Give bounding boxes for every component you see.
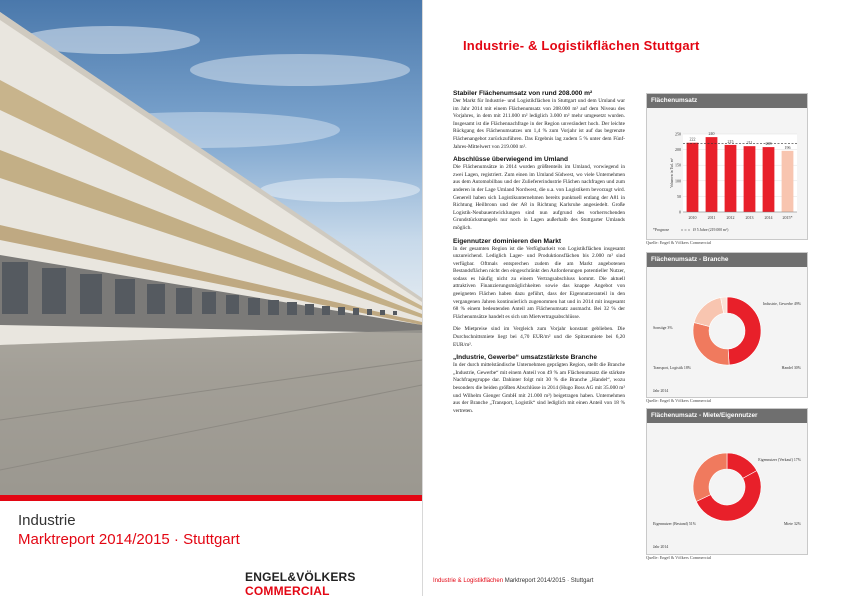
bar xyxy=(744,146,756,212)
box-header: Flächenumsatz xyxy=(647,94,807,108)
donut-slice xyxy=(693,323,729,365)
logo-text-part1: ENGEL&VÖLKERS xyxy=(245,570,356,584)
x-tick-label: 2010 xyxy=(688,215,697,220)
warehouse-photo xyxy=(0,0,422,495)
y-tick-label: 0 xyxy=(679,209,681,215)
section-heading: „Industrie, Gewerbe“ umsatzstärkste Branche xyxy=(453,354,598,362)
slice-label: Handel 30% xyxy=(781,366,801,370)
footer-report: Marktreport 2014/2015 · Stuttgart xyxy=(504,578,594,584)
chart-source: Quelle: Engel & Völkers Commercial xyxy=(646,555,712,560)
bar-value-label: 240 xyxy=(708,131,715,137)
page-title: Industrie- & Logistikflächen Stuttgart xyxy=(463,38,700,53)
chart-note: Jahr 2014 xyxy=(653,389,669,393)
plot-area xyxy=(683,134,797,212)
company-logo xyxy=(245,570,422,596)
red-divider xyxy=(0,495,422,501)
article-column xyxy=(453,90,625,420)
donut-slice xyxy=(727,297,761,365)
slice-label: Eigennutzer (Verkauf) 17% xyxy=(758,458,801,462)
warehouse-illustration xyxy=(0,0,422,495)
x-tick-label: 2011 xyxy=(707,215,716,220)
bar xyxy=(763,147,775,212)
section-text: Die Mietpreise sind im Vergleich zum Vorjahr konstant geblieben. Die Durchschnittsmiete liegt bei 4,70 EUR/m² und die Spitzenmiete bei 6,20 EUR/m². xyxy=(453,326,625,348)
bar-value-label: 208 xyxy=(765,141,772,147)
slice-label: Transport, Logistik 18% xyxy=(653,366,692,370)
section-text: Die Flächenumsätze in 2014 wurden größtenteils im Umland, vorwiegend in zwei Lagen, registriert. Zum einen im Umland Südwest, wo viele Unternehmen aus dem Automobilbau und der Zuliefererindustrie Flächen nachfragen und zum anderen in der Lage Umland Nordwest, die u.a. von Logistikern bevorzugt wird. Generell haben sich Logistikunternehmen bereits punktuell entlang der A81 in Richtung Heilbronn und der A8 in Richtung Karlsruhe angesiedelt. Große Logistik-Neubauentwicklungen sind nun aufgrund des vorherrschenden Grundstücksmangels nur noch in Lagen außerhalb des Stuttgarter Umlands möglich. xyxy=(453,164,625,231)
slice-label: Miete 32% xyxy=(783,522,801,526)
bar-value-label: 196 xyxy=(784,144,791,150)
section-text: Der Markt für Industrie- und Logistikflächen in Stuttgart und dem Umland war im Jahr 2014 mit einem Flächenumsatz von 208.000 m² auf dem Niveau des Vorjahres, in dem mit 211.000 m² lediglich 3.000 m² mehr umgesetzt wurden. Insgesamt ist die Flächennachfrage in der Region unverändert hoch. Der leichte Rückgang des Flächenumsatzes um 1,4 % zum Vorjahr ist auf das begrenzte Flächenangebot zurückzuführen. Das Ergebnis lag zudem 5 % unter dem Fünf-Jahres-Mittelwert von 219.000 m². xyxy=(453,98,625,150)
y-axis-label: Volumen in Tsd. m² xyxy=(670,158,674,188)
section-heading: Stabiler Flächenumsatz von rund 208.000 m² xyxy=(453,90,593,97)
box-header: Flächenumsatz - Miete/Eigennutzer xyxy=(647,409,807,423)
x-tick-label: 2012 xyxy=(726,215,735,220)
logo-text-part2: COMMERCIAL xyxy=(245,584,330,596)
bar xyxy=(782,151,794,212)
section-heading: Eigennutzer dominieren den Markt xyxy=(453,237,562,245)
chart-box-turnover xyxy=(646,93,808,240)
section-heading: Abschlüsse überwiegend im Umland xyxy=(453,156,569,164)
donut-chart-tenure xyxy=(647,423,807,556)
donut-slice xyxy=(694,298,724,327)
y-tick-label: 150 xyxy=(675,162,681,168)
bar-chart xyxy=(647,108,807,241)
chart-source: Quelle: Engel & Völkers Commercial xyxy=(646,398,712,403)
legend-average: Ø 5 Jahre (219.000 m²) xyxy=(693,228,729,232)
y-tick-label: 100 xyxy=(675,178,681,184)
box-header: Flächenumsatz - Branche xyxy=(647,253,807,267)
bar xyxy=(725,145,737,212)
chart-box-sector xyxy=(646,252,808,398)
chart-note: Jahr 2014 xyxy=(653,545,669,549)
x-tick-label: 2013 xyxy=(745,215,754,220)
donut-slice xyxy=(693,453,727,501)
section-text: In der gesamten Region ist die Verfügbarkeit von Logistikflächen insgesamt unzureichend. Lediglich Lager- und Produktionsflächen bis 2.000 m² sind verfügbar. Oftmals entsprechen zudem die am Markt angebotenen Bestandsflächen nicht den eingeschränkt den Anforderungen potentieller Nutzer, sodass es häufig nicht zu einem Vertragsabschluss kommt. Die aktuell attraktiven Finanzierungsmöglichkeiten sowie das knappe Angebot von geeigneten Flächen haben dazu geführt, dass der Eigennutzeranteil in den vergangenen Jahren kontinuierlich zugenommen hat und in 2014 mit insgesamt 68 % einem bedeutenden Anteil am Flächenumsatz ausmacht. Bei 32 % der Flächenumsätze handelt es sich um Mietvertragsabschlüsse. xyxy=(453,245,625,320)
chart-box-tenure xyxy=(646,408,808,555)
page-footer xyxy=(433,578,593,584)
y-tick-label: 50 xyxy=(677,193,681,199)
report-page xyxy=(423,0,843,596)
bar-value-label: 215 xyxy=(727,138,734,144)
slice-label: Sonstige 3% xyxy=(653,326,673,330)
y-tick-label: 200 xyxy=(675,147,681,153)
bar xyxy=(706,137,718,212)
x-tick-label: 2014 xyxy=(764,215,773,220)
document-title: Marktreport 2014/2015 · Stuttgart xyxy=(18,531,240,548)
y-tick-label: 250 xyxy=(675,131,681,137)
document-type: Industrie xyxy=(18,512,76,529)
slice-label: Eigennutzer (Bestand) 51% xyxy=(653,522,696,526)
slice-label: Industrie, Gewerbe 49% xyxy=(763,302,801,306)
donut-chart-sector xyxy=(647,267,807,399)
bar-value-label: 211 xyxy=(746,140,753,146)
footer-topic: Industrie & Logistikflächen xyxy=(433,578,504,584)
chart-source: Quelle: Engel & Völkers Commercial xyxy=(646,240,712,245)
bar-value-label: 222 xyxy=(689,136,696,142)
section-text: In der durch mittelständische Unternehmen geprägten Region, stellt die Branche „Industrie, Gewerbe“ mit einem Anteil von 49 % am Flächenumsatz die stärkste Nachfragegruppe dar. Dahinter folgt mit 30 % die Branche „Handel“, wozu besonders die beiden größten Abschlüsse in 2014 (Hugo Boss AG mit 35.000 m² und Wilhelm Gienger GmbH mit 21.000 m²) beigetragen haben. Unternehmen aus der Branche „Transport, Logistik“ sind lediglich mit einen Anteil von 18 % vertreten. xyxy=(453,362,625,414)
x-tick-label: 2015* xyxy=(782,215,793,220)
legend-note: *Prognose xyxy=(653,228,670,232)
bar xyxy=(687,143,699,212)
